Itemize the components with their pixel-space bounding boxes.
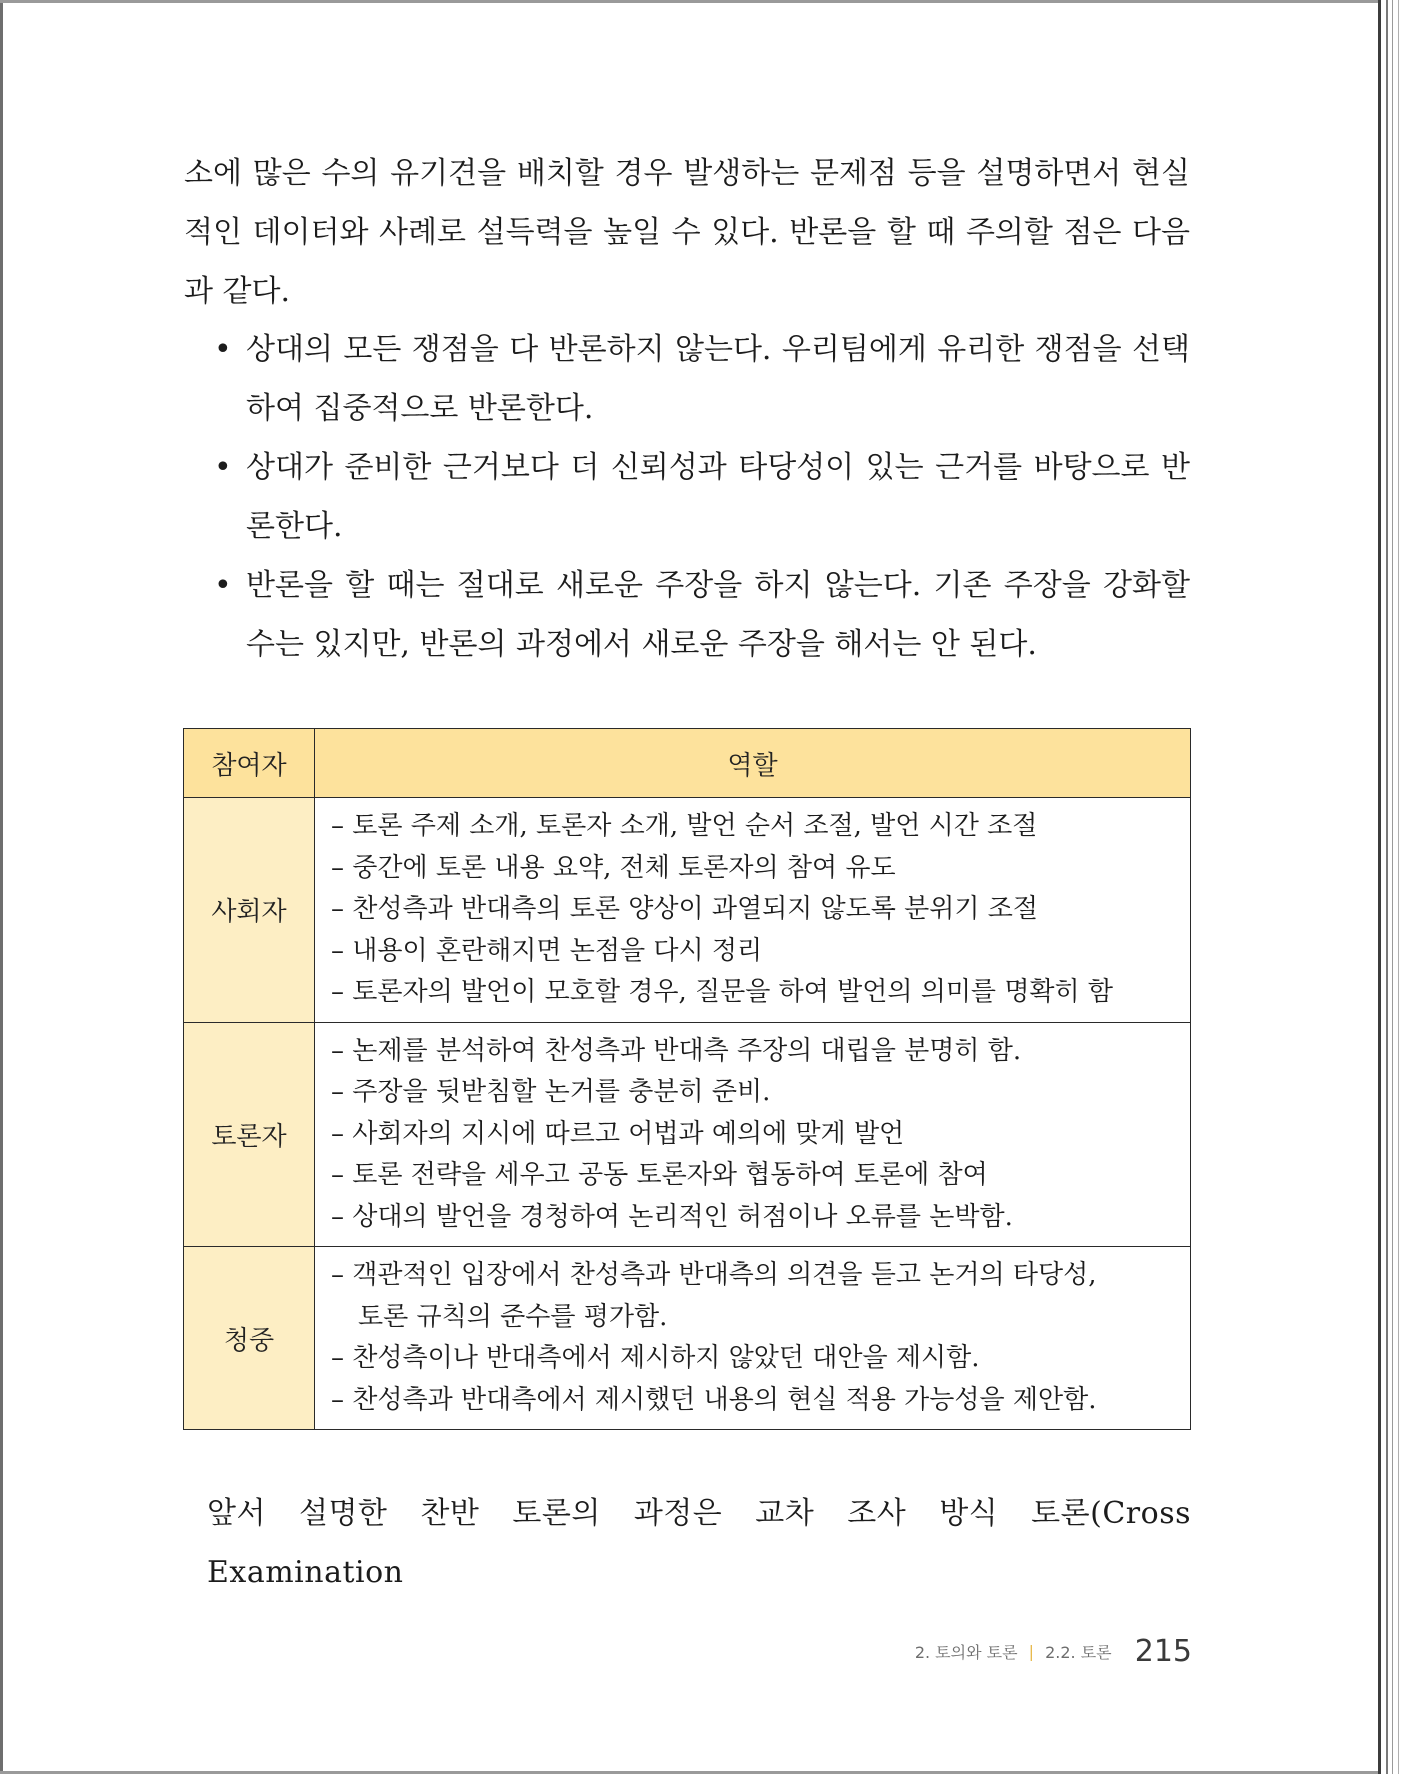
role-line: – 논제를 분석하여 찬성측과 반대측 주장의 대립을 분명히 함. <box>331 1035 1022 1066</box>
role-debater: 토론자 <box>184 1022 315 1247</box>
closing-paragraph: 앞서 설명한 찬반 토론의 과정은 교차 조사 방식 토론(Cross Examination <box>207 1496 1191 1590</box>
table-row <box>184 1022 1191 1247</box>
role-line: – 토론자의 발언이 모호할 경우, 질문을 하여 발언의 의미를 명확히 함 <box>331 977 1114 1007</box>
bullet-dot: • <box>214 450 232 485</box>
role-line: – 내용이 혼란해지면 논점을 다시 정리 <box>331 935 763 966</box>
footer-section: 2.2. 토론 <box>1045 1643 1112 1662</box>
intro-paragraph: 소에 많은 수의 유기견을 배치할 경우 발생하는 문제점 등을 설명하면서 현실적인 데이터와 사례로 설득력을 높일 수 있다. 반론을 할 때 주의할 점은 다음과 같다. <box>184 156 1190 309</box>
role-line: 토론 규칙의 준수를 평가함. <box>358 1301 668 1332</box>
role-line: – 주장을 뒷받침할 논거를 충분히 준비. <box>331 1077 771 1107</box>
page-number: 215 <box>1134 1634 1192 1669</box>
bullet-dot: • <box>214 332 232 367</box>
role-description <box>315 1247 1191 1430</box>
bullet-item <box>184 320 1190 438</box>
page-footer <box>900 1634 1192 1674</box>
bullet-list <box>184 320 1190 674</box>
bullet-dot: • <box>214 568 232 603</box>
role-line: – 사회자의 지시에 따르고 어법과 예의에 맞게 발언 <box>331 1118 905 1149</box>
role-description <box>315 1022 1191 1247</box>
roles-table <box>183 728 1191 1430</box>
header-role: 역할 <box>315 729 1191 798</box>
page-border-left <box>0 0 3 1774</box>
bullet-item <box>184 438 1190 556</box>
bullet-text: 상대의 모든 쟁점을 다 반론하지 않는다. 우리팀에게 유리한 쟁점을 선택하여 집중적으로 반론한다. <box>246 332 1190 426</box>
bullet-item <box>184 556 1190 674</box>
footer-chapter: 2. 토의와 토론 <box>914 1643 1018 1662</box>
header-participant: 참여자 <box>184 729 315 798</box>
role-line: – 찬성측과 반대측에서 제시했던 내용의 현실 적용 가능성을 제안함. <box>331 1384 1097 1415</box>
table-header-row <box>184 729 1191 798</box>
role-line: – 상대의 발언을 경청하여 논리적인 허점이나 오류를 논박함. <box>331 1201 1013 1232</box>
table-row <box>184 1247 1191 1430</box>
role-line: – 찬성측이나 반대측에서 제시하지 않았던 대안을 제시함. <box>331 1343 980 1373</box>
table-row <box>184 798 1191 1023</box>
role-line: – 토론 전략을 세우고 공동 토론자와 협동하여 토론에 참여 <box>331 1160 988 1190</box>
role-line: – 객관적인 입장에서 찬성측과 반대측의 의견을 듣고 논거의 타당성, <box>331 1260 1097 1290</box>
page-border-top <box>0 0 1382 3</box>
page-edge <box>1378 0 1426 1774</box>
role-line: – 중간에 토론 내용 요약, 전체 토론자의 참여 유도 <box>331 852 896 883</box>
role-line: – 토론 주제 소개, 토론자 소개, 발언 순서 조절, 발언 시간 조절 <box>331 811 1038 841</box>
role-moderator: 사회자 <box>184 798 315 1023</box>
footer-separator: | <box>1028 1642 1035 1661</box>
bullet-text: 상대가 준비한 근거보다 더 신뢰성과 타당성이 있는 근거를 바탕으로 반론한다. <box>246 450 1190 544</box>
bullet-text: 반론을 할 때는 절대로 새로운 주장을 하지 않는다. 기존 주장을 강화할 수는 있지만, 반론의 과정에서 새로운 주장을 해서는 안 된다. <box>246 568 1190 662</box>
role-line: – 찬성측과 반대측의 토론 양상이 과열되지 않도록 분위기 조절 <box>331 894 1039 924</box>
role-audience: 청중 <box>184 1247 315 1430</box>
role-description <box>315 798 1191 1023</box>
